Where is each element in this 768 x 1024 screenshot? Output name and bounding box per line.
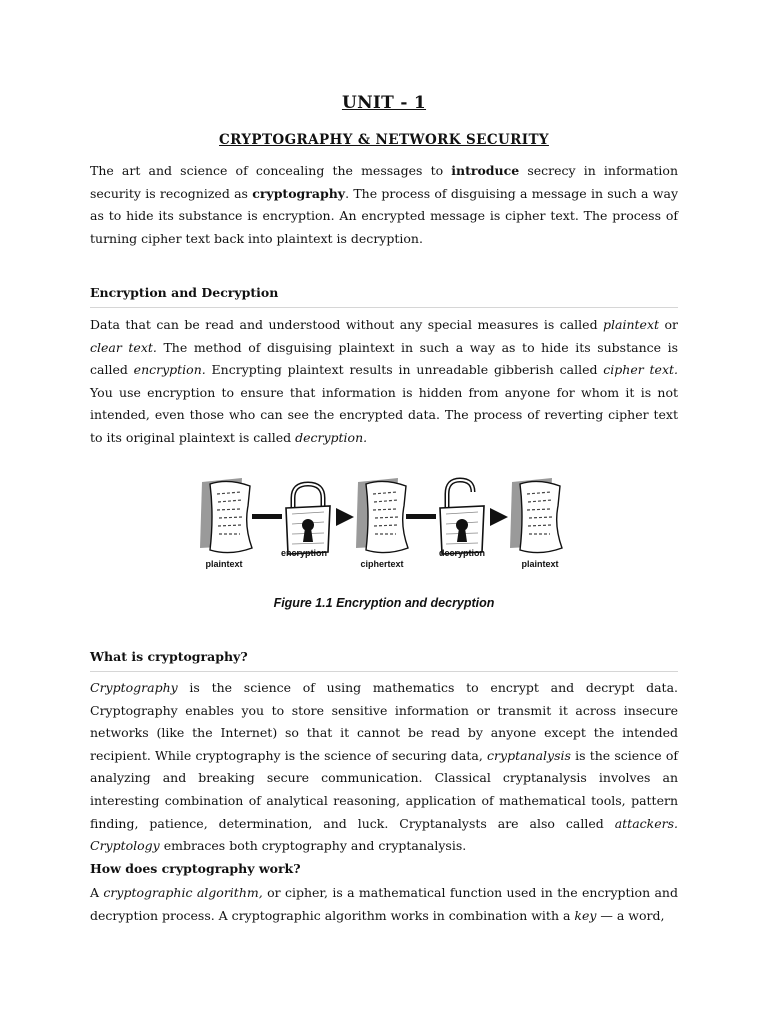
plaintext-document-icon bbox=[200, 478, 252, 553]
arrow-line-icon bbox=[406, 514, 436, 519]
plaintext-document-icon bbox=[510, 478, 562, 553]
document-subtitle: CRYPTOGRAPHY & NETWORK SECURITY bbox=[219, 132, 549, 148]
arrow-line-icon bbox=[252, 514, 282, 519]
cryptography-paragraph: Cryptography is the science of using mathematics to encrypt and decrypt data. Cryptography enables you to store sensitive information or transmit it across insecure networks (like the Internet) so that it cannot be read by anyone except the intended recipient. While cryptography is the science of securing data, cryptanalysis is the science of analyzing and breaking secure communication. Classical cryptanalysis involves an interesting combination of analytical reasoning, application of mathematical tools, pattern finding, patience, determination, and luck. Cryptanalysts are also called attackers. Cryptology embraces both cryptography and cryptanalysis. bbox=[90, 680, 678, 854]
label-plaintext: plaintext bbox=[521, 559, 559, 569]
section-divider bbox=[90, 307, 678, 308]
unit-title: UNIT - 1 bbox=[341, 93, 427, 113]
arrow-head-icon bbox=[490, 508, 508, 526]
section-divider bbox=[90, 671, 678, 672]
encryption-paragraph: Data that can be read and understood without any special measures is called plaintext or clear text. The method of disguising plaintext in such a way as to hide its substance is called encryption. Encrypting plaintext results in unreadable gibberish called cipher text. You use encryption to ensure that information is hidden from anyone for whom it is not intended, even those who can see the encrypted data. The process of reverting cipher text to its original plaintext is called decryption. bbox=[90, 317, 679, 445]
section-heading-what-is: What is cryptography? bbox=[90, 649, 248, 664]
arrow-head-icon bbox=[336, 508, 354, 526]
encryption-decryption-figure bbox=[190, 470, 585, 580]
label-encryption: encryption bbox=[280, 548, 328, 558]
label-decryption: decryption bbox=[438, 548, 486, 558]
encryption-lock-icon bbox=[286, 484, 330, 554]
section-heading-encryption: Encryption and Decryption bbox=[90, 285, 279, 300]
section-heading-how-works: How does cryptography work? bbox=[90, 861, 301, 876]
ciphertext-document-icon bbox=[356, 478, 408, 553]
how-works-paragraph: A cryptographic algorithm, or cipher, is a mathematical function used in the encryption and decryption process. A cryptographic algorithm works in combination with a key — a word, bbox=[90, 885, 678, 923]
decryption-lock-icon bbox=[440, 480, 484, 554]
intro-paragraph: The art and science of concealing the messages to introduce secrecy in information security is recognized as cryptography. The process of disguising a message in such a way as to hide its substance is encryption. An encrypted message is cipher text. The process of turning cipher text back into plaintext is decryption. bbox=[90, 163, 678, 246]
figure-caption: Figure 1.1 Encryption and decryption bbox=[273, 596, 495, 610]
label-ciphertext: ciphertext bbox=[360, 559, 404, 569]
label-plaintext: plaintext bbox=[205, 559, 243, 569]
